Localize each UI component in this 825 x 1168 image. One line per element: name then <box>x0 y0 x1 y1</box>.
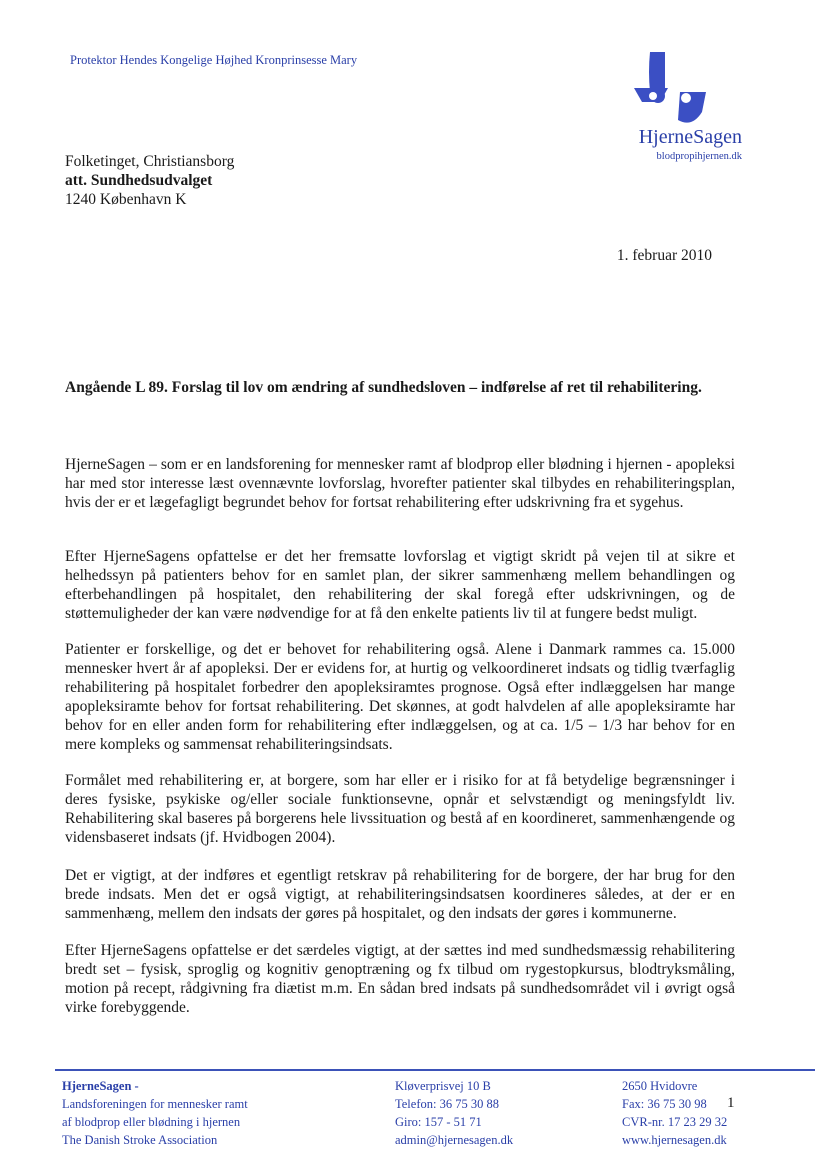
footer-street: Kløverprisvej 10 B <box>395 1079 491 1093</box>
body-paragraph-6: Efter HjerneSagens opfattelse er det særdeles vigtigt, at der sættes ind med sundhedsmæssig rehabilitering bredt set – fysisk, sproglig og kognitiv genoptræning og fx tilbud om rygestopkursus, blodtryksmåling, motion på recept, rådgivning fra diætist m.m. En sådan bred indsats på sundhedsområdet vil i øvrigt også virke forebyggende. <box>65 942 735 1016</box>
footer-divider <box>55 1069 815 1071</box>
footer-org-line: af blodprop eller blødning i hjernen <box>62 1115 241 1129</box>
body-paragraph-3: Patienter er forskellige, og det er behovet for rehabilitering også. Alene i Danmark rammes ca. 15.000 mennesker hvert år af apopleksi. Der er evidens for, at hurtig og velkoordineret indsats og tidlig tværfaglig rehabilitering på hospitalet forbedrer den apopleksiramtes prognose. Også efter indlæggelsen har mange apopleksiramte behov for fortsat rehabilitering. Det skønnes, at godt halvdelen af alle apopleksiramte har behov for en eller anden form for rehabilitering efter indlæggelsen, og at ca. 1/5 – 1/3 har behov for en mere kompleks og sammensat rehabiliteringsindsats. <box>65 641 735 753</box>
body-paragraph-2: Efter HjerneSagens opfattelse er det her fremsatte lovforslag et vigtigt skridt på vejen til at sikre et helhedssyn på patienters behov for en samlet plan, der sikrer sammenhæng mellem behandlingen og efterbehandlingen på hospitalet, den rehabilitering der skal foregå efter udskrivningen, og de støttemuligheder der kan være nødvendige for at få den enkelte patients liv til at fungere bedst muligt. <box>65 548 735 622</box>
footer-phone: Telefon: 36 75 30 88 <box>395 1097 499 1111</box>
body-paragraph-1: HjerneSagen – som er en landsforening for mennesker ramt af blodprop eller blødning i hjernen - apopleksi har med stor interesse læst ovennævnte lovforslag, hvorefter patienter skal tilbydes en rehabiliteringsplan, hvis der er et lægefagligt begrundet behov for fortsat rehabilitering efter udskrivning fra et sygehus. <box>65 456 735 511</box>
logo-name: HjerneSagen <box>638 126 742 148</box>
logo-url: blodpropihjernen.dk <box>656 151 742 162</box>
footer-email-link[interactable]: admin@hjernesagen.dk <box>395 1133 514 1147</box>
footer-organization <box>62 1077 248 1149</box>
page-number: 1 <box>727 1095 735 1111</box>
footer-org-name: HjerneSagen - <box>62 1079 139 1093</box>
footer-giro: Giro: 157 - 51 71 <box>395 1115 482 1129</box>
footer-website-link[interactable]: www.hjernesagen.dk <box>622 1133 727 1147</box>
body-paragraph-5: Det er vigtigt, at der indføres et egentligt retskrav på rehabilitering for de borgere, der har brug for den brede indsats. Men det er også vigtigt, at rehabiliteringsindsatsen koordineres således, at der er en sammenhæng, mellem den indsats der gøres på hospitalet, og den indsats der gøres i kommunerne. <box>65 867 735 922</box>
subject-heading: Angående L 89. Forslag til lov om ændring af sundhedsloven – indførelse af ret til rehabilitering. <box>65 379 702 396</box>
recipient-line-1: Folketinget, Christiansborg <box>65 153 235 170</box>
footer-org-line: The Danish Stroke Association <box>62 1133 218 1147</box>
body-paragraph-4: Formålet med rehabilitering er, at borgere, som har eller er i risiko for at få betydelige begrænsninger i deres fysiske, psykiske og/eller sociale funktionsevne, opnår et selvstændigt og meningsfyldt liv. Rehabilitering skal baseres på borgerens hele livssituation og bestå af en koordineret, sammenhængende og vidensbaseret indsats (jf. Hvidbogen 2004). <box>65 772 735 846</box>
footer-details <box>622 1077 727 1149</box>
recipient-line-3: 1240 København K <box>65 191 187 208</box>
footer-cvr: CVR-nr. 17 23 29 32 <box>622 1115 728 1129</box>
footer-fax: Fax: 36 75 30 98 <box>622 1097 707 1111</box>
letter-date: 1. februar 2010 <box>616 247 712 264</box>
footer-contact <box>395 1077 513 1149</box>
footer-org-line: Landsforeningen for mennesker ramt <box>62 1097 248 1111</box>
footer-city: 2650 Hvidovre <box>622 1079 698 1093</box>
patron-line: Protektor Hendes Kongelige Højhed Kronprinsesse Mary <box>70 53 358 67</box>
recipient-address <box>65 152 234 209</box>
recipient-line-2: att. Sundhedsudvalget <box>65 172 213 189</box>
